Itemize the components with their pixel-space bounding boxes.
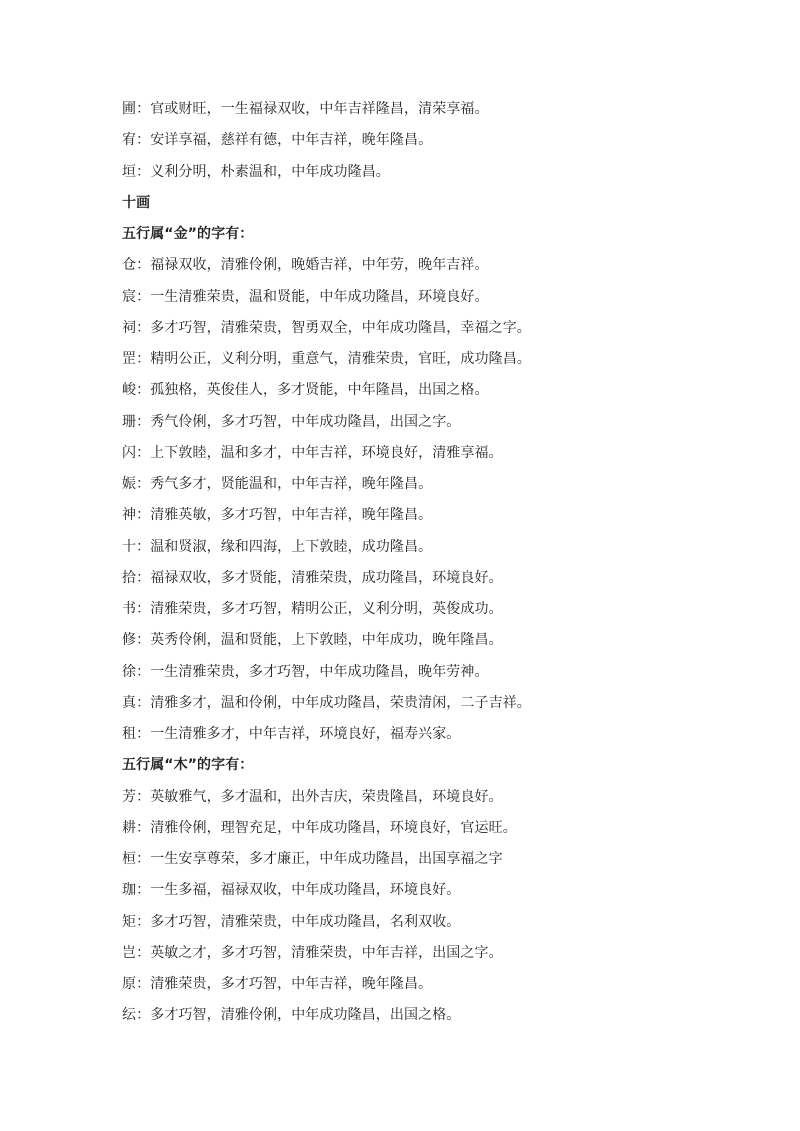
name-entry: 峻：孤独格，英俊佳人，多才贤能，中年隆昌，出国之格。 (122, 382, 489, 399)
name-entry: 修：英秀伶俐，温和贤能，上下敦睦，中年成功，晚年隆昌。 (122, 632, 503, 649)
document-page (122, 94, 762, 1032)
name-entry: 原：清雅荣贵，多才巧智，中年吉祥，晚年隆昌。 (122, 976, 433, 992)
name-entry: 垣：义利分明，朴素温和，中年成功隆昌。 (122, 163, 390, 180)
name-entry: 宥：安详享福，慈祥有德，中年吉祥，晚年隆昌。 (122, 132, 433, 149)
name-entry: 宸：一生清雅荣贵，温和贤能，中年成功隆昌，环境良好。 (122, 288, 489, 305)
name-entry: 珈：一生多福，福禄双收，中年成功隆昌，环境良好。 (122, 882, 461, 899)
name-entry: 圃：官或财旺，一生福禄双收，中年吉祥隆昌，清荣享福。 (122, 101, 489, 117)
name-entry: 岂：英敏之才，多才巧智，清雅荣贵，中年吉祥，出国之字。 (122, 944, 503, 961)
name-entry: 神：清雅英敏，多才巧智，中年吉祥，晚年隆昌。 (122, 507, 433, 524)
name-entry: 闪：上下敦睦，温和多才，中年吉祥，环境良好，清雅享福。 (122, 444, 503, 461)
name-entry: 书：清雅荣贵，多才巧智，精明公正，义利分明，英俊成功。 (122, 601, 503, 617)
name-entry: 拾：福禄双收，多才贤能，清雅荣贵，成功隆昌，环境良好。 (122, 569, 503, 586)
name-entry: 仓：福禄双收，清雅伶俐，晚婚吉祥，中年劳，晚年吉祥。 (122, 257, 489, 274)
name-entry: 十：温和贤淑，缘和四海，上下敦睦，成功隆昌。 (122, 538, 433, 555)
section-heading: 十画 (122, 194, 151, 211)
name-entry: 徐：一生清雅荣贵，多才巧智，中年成功隆昌，晚年劳神。 (122, 663, 489, 680)
name-entry: 桓：一生安享尊荣，多才廉正，中年成功隆昌，出国享福之字 (122, 851, 503, 867)
name-entry: 珊：秀气伶俐，多才巧智，中年成功隆昌，出国之字。 (122, 413, 461, 430)
name-entry: 娠：秀气多才，贤能温和，中年吉祥，晚年隆昌。 (122, 476, 433, 492)
section-heading: 五行属“金”的字有： (122, 226, 254, 242)
name-entry: 罡：精明公正，义利分明，重意气，清雅荣贵，官旺，成功隆昌。 (122, 351, 531, 367)
name-entry: 纭：多才巧智，清雅伶俐，中年成功隆昌，出国之格。 (122, 1007, 461, 1024)
section-heading: 五行属“木”的字有： (122, 757, 254, 774)
name-entry: 真：清雅多才，温和伶俐，中年成功隆昌，荣贵清闲，二子吉祥。 (122, 694, 531, 711)
name-entry: 耕：清雅伶俐，理智充足，中年成功隆昌，环境良好，官运旺。 (122, 819, 517, 836)
name-entry: 矩：多才巧智，清雅荣贵，中年成功隆昌，名利双收。 (122, 913, 461, 930)
name-entry: 芳：英敏雅气，多才温和，出外吉庆，荣贵隆昌，环境良好。 (122, 788, 503, 805)
name-entry: 租：一生清雅多才，中年吉祥，环境良好，福寿兴家。 (122, 726, 461, 742)
name-entry: 祠：多才巧智，清雅荣贵，智勇双全，中年成功隆昌，幸福之字。 (122, 319, 531, 336)
